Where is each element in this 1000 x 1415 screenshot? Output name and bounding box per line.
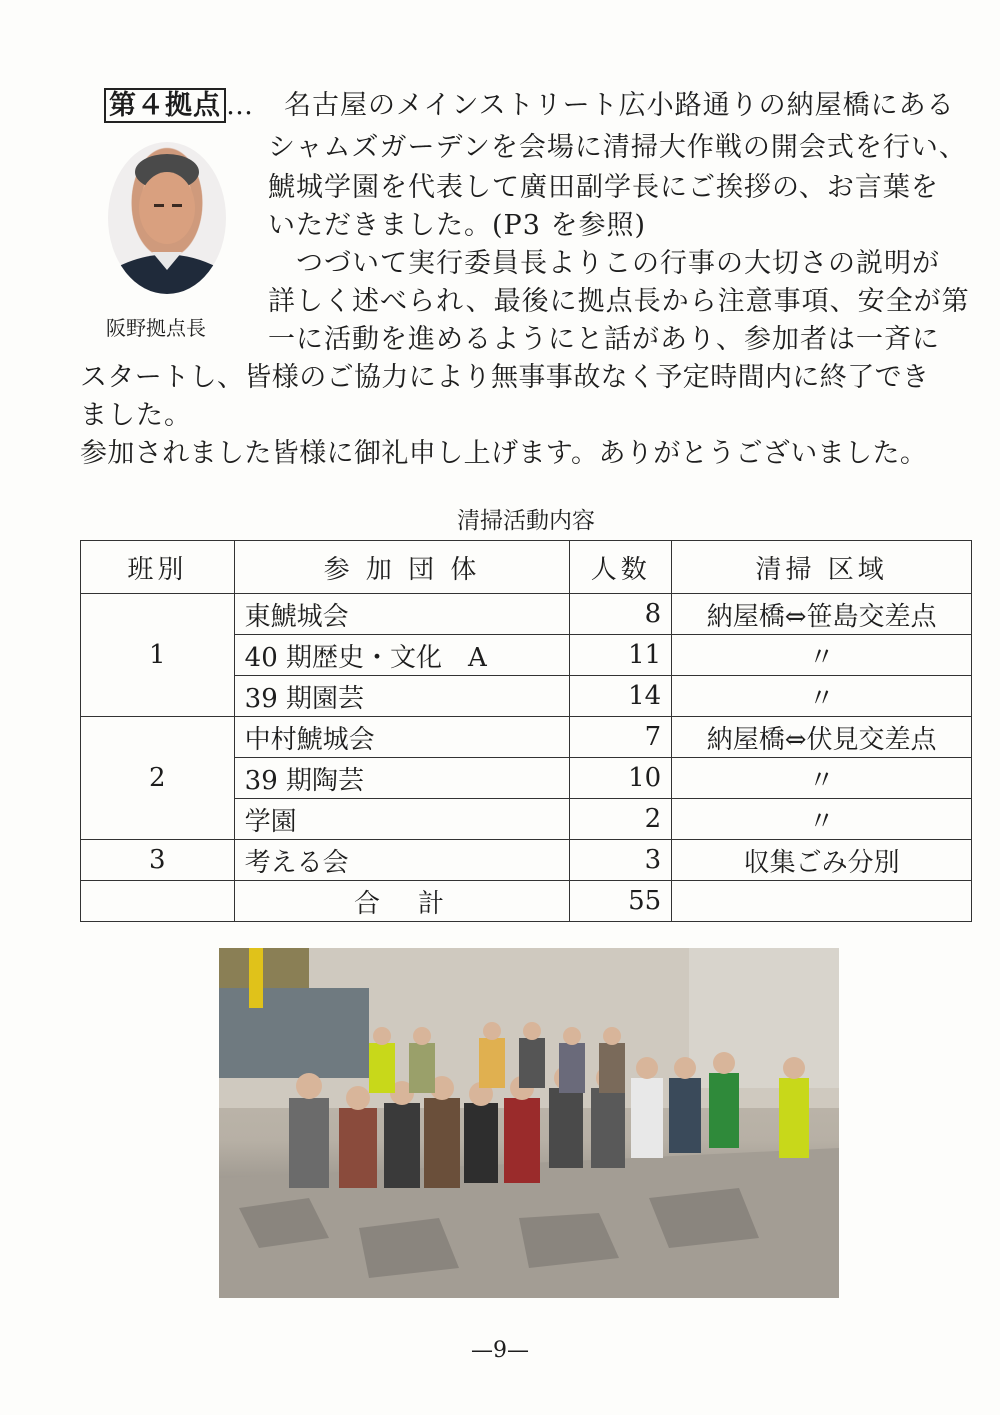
table-row xyxy=(81,840,972,881)
table-row xyxy=(81,717,972,758)
paragraph-line: 一に活動を進めるようにと話があり、参加者は一斉に xyxy=(268,324,940,355)
count-cell: 11 xyxy=(570,635,672,676)
cleaning-table xyxy=(80,540,972,922)
paragraph-line: 鯱城学園を代表して廣田副学長にご挨拶の、お言葉を xyxy=(268,172,939,203)
area-cell: 〃 xyxy=(672,635,972,676)
org-cell: 39 期陶芸 xyxy=(234,758,570,799)
count-cell: 3 xyxy=(570,840,672,881)
team-cell: 2 xyxy=(81,717,235,840)
count-cell: 14 xyxy=(570,676,672,717)
count-cell: 2 xyxy=(570,799,672,840)
col-header-team: 班別 xyxy=(81,541,235,594)
col-header-count: 人数 xyxy=(570,541,672,594)
count-cell: 7 xyxy=(570,717,672,758)
paragraph-line: 詳しく述べられ、最後に拠点長から注意事項、安全が第 xyxy=(268,286,970,317)
count-cell: 10 xyxy=(570,758,672,799)
org-cell: 39 期園芸 xyxy=(234,676,570,717)
group-photo xyxy=(219,948,839,1298)
portrait-caption: 阪野拠点長 xyxy=(106,316,206,340)
org-cell: 東鯱城会 xyxy=(234,594,570,635)
page-number: —9— xyxy=(471,1338,529,1363)
section-header xyxy=(104,88,254,124)
org-cell: 中村鯱城会 xyxy=(234,717,570,758)
portrait-photo xyxy=(108,142,226,294)
area-cell: 〃 xyxy=(672,758,972,799)
table-title: 清掃活動内容 xyxy=(457,508,595,534)
paragraph-line: いただきました。(P3 を参照) xyxy=(268,210,646,241)
total-area-cell xyxy=(672,881,972,922)
area-cell: 〃 xyxy=(672,676,972,717)
paragraph-line: 参加されました皆様に御礼申し上げます。ありがとうございました。 xyxy=(80,438,928,469)
paragraph-line: シャムズガーデンを会場に清掃大作戦の開会式を行い、 xyxy=(268,132,967,163)
area-cell: 納屋橋⇔笹島交差点 xyxy=(672,594,972,635)
paragraph-line: ました。 xyxy=(80,400,192,431)
section-leader: … xyxy=(226,90,254,121)
table-total-row xyxy=(81,881,972,922)
team-cell: 1 xyxy=(81,594,235,717)
team-cell: 3 xyxy=(81,840,235,881)
org-cell: 学園 xyxy=(234,799,570,840)
total-blank-cell xyxy=(81,881,235,922)
org-cell: 考える会 xyxy=(234,840,570,881)
paragraph-line: 名古屋のメインストリート広小路通りの納屋橋にある xyxy=(284,90,955,121)
paragraph-line: スタートし、皆様のご協力により無事事故なく予定時間内に終了でき xyxy=(80,362,930,393)
area-cell: 納屋橋⇔伏見交差点 xyxy=(672,717,972,758)
paragraph-line: つづいて実行委員長よりこの行事の大切さの説明が xyxy=(296,248,940,279)
area-cell: 〃 xyxy=(672,799,972,840)
table-header-row xyxy=(81,541,972,594)
area-cell: 収集ごみ分別 xyxy=(672,840,972,881)
total-count-cell: 55 xyxy=(570,881,672,922)
col-header-org: 参 加 団 体 xyxy=(234,541,570,594)
org-cell: 40 期歴史・文化 A xyxy=(234,635,570,676)
group-photo-illustration xyxy=(219,948,839,1298)
table-row xyxy=(81,594,972,635)
portrait-illustration xyxy=(108,142,226,294)
count-cell: 8 xyxy=(570,594,672,635)
col-header-area: 清掃 区域 xyxy=(672,541,972,594)
total-label-cell: 合 計 xyxy=(234,881,570,922)
section-label: 第４拠点 xyxy=(104,88,226,123)
